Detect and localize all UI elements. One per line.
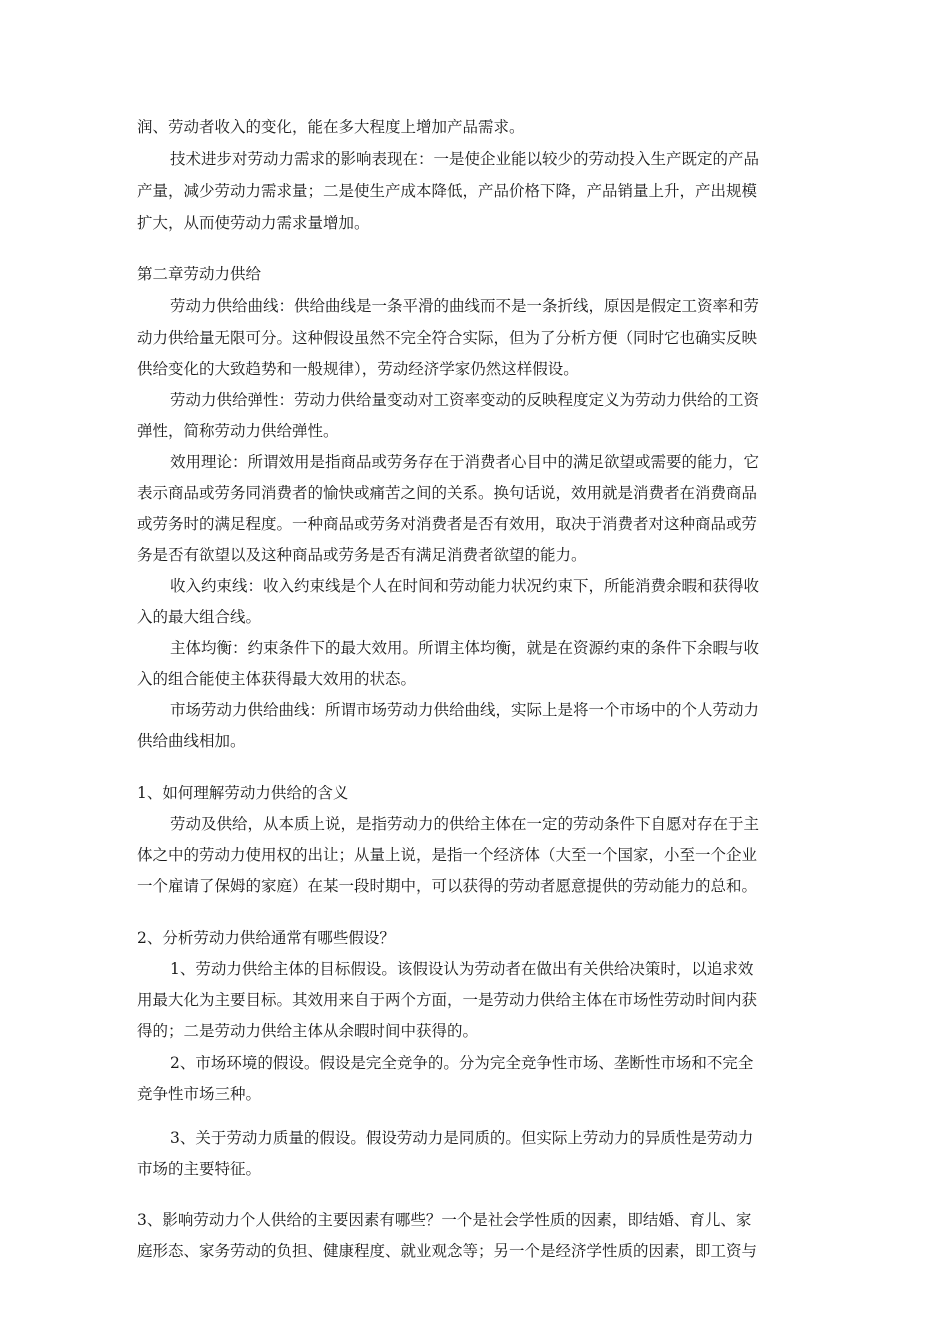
text-line: 供给变化的大致趋势和一般规律），劳动经济学家仍然这样假设。	[137, 360, 579, 378]
text-line: 庭形态、家务劳动的负担、健康程度、就业观念等；另一个是经济学性质的因素，即工资与	[137, 1242, 758, 1260]
text-line: 2、市场环境的假设。假设是完全竞争的。分为完全竞争性市场、垄断性市场和不完全	[170, 1054, 754, 1072]
text-line: 收入约束线：收入约束线是个人在时间和劳动能力状况约束下，所能消费余暇和获得收	[170, 577, 760, 595]
text-line: 劳动及供给，从本质上说，是指劳动力的供给主体在一定的劳动条件下自愿对存在于主	[170, 815, 760, 833]
text-line: 表示商品或劳务同消费者的愉快或痛苦之间的关系。换句话说，效用就是消费者在消费商品	[137, 484, 758, 502]
text-line: 扩大，从而使劳动力需求量增加。	[137, 214, 370, 232]
text-line: 体之中的劳动力使用权的出让；从量上说，是指一个经济体（大至一个国家，小至一个企业	[137, 846, 758, 864]
text-line: 市场的主要特征。	[137, 1160, 262, 1178]
text-line: 竞争性市场三种。	[137, 1085, 262, 1103]
text-line: 产量，减少劳动力需求量；二是使生产成本降低，产品价格下降，产品销量上升，产出规模	[137, 182, 758, 200]
text-line: 入的组合能使主体获得最大效用的状态。	[137, 670, 417, 688]
text-line: 效用理论：所谓效用是指商品或劳务存在于消费者心目中的满足欲望或需要的能力，它	[170, 453, 760, 471]
text-line: 技术进步对劳动力需求的影响表现在：一是使企业能以较少的劳动投入生产既定的产品	[170, 150, 760, 168]
chapter-heading: 第二章劳动力供给	[137, 265, 262, 283]
text-line: 用最大化为主要目标。其效用来自于两个方面，一是劳动力供给主体在市场性劳动时间内获	[137, 991, 758, 1009]
text-line: 供给曲线相加。	[137, 732, 246, 750]
text-line: 入的最大组合线。	[137, 608, 262, 626]
text-line: 弹性，简称劳动力供给弹性。	[137, 422, 339, 440]
question-heading: 3、影响劳动力个人供给的主要因素有哪些？一个是社会学性质的因素，即结婚、育儿、家	[137, 1211, 752, 1229]
text-line: 得的；二是劳动力供给主体从余暇时间中获得的。	[137, 1022, 479, 1040]
text-line: 润、劳动者收入的变化，能在多大程度上增加产品需求。	[137, 118, 525, 136]
text-line: 1、劳动力供给主体的目标假设。该假设认为劳动者在做出有关供给决策时，以追求效	[170, 960, 754, 978]
question-heading: 1、如何理解劳动力供给的含义	[137, 784, 349, 802]
text-line: 务是否有欲望以及这种商品或劳务是否有满足消费者欲望的能力。	[137, 546, 587, 564]
text-line: 一个雇请了保姆的家庭）在某一段时期中，可以获得的劳动者愿意提供的劳动能力的总和。	[137, 877, 758, 895]
text-line: 主体均衡：约束条件下的最大效用。所谓主体均衡，就是在资源约束的条件下余暇与收	[170, 639, 760, 657]
text-line: 劳动力供给弹性：劳动力供给量变动对工资率变动的反映程度定义为劳动力供给的工资	[170, 391, 760, 409]
question-heading: 2、分析劳动力供给通常有哪些假设？	[137, 929, 395, 947]
text-line: 动力供给量无限可分。这种假设虽然不完全符合实际，但为了分析方便（同时它也确实反映	[137, 329, 758, 347]
text-line: 市场劳动力供给曲线：所谓市场劳动力供给曲线，实际上是将一个市场中的个人劳动力	[170, 701, 760, 719]
text-line: 或劳务时的满足程度。一种商品或劳务对消费者是否有效用，取决于消费者对这种商品或劳	[137, 515, 758, 533]
text-line: 3、关于劳动力质量的假设。假设劳动力是同质的。但实际上劳动力的异质性是劳动力	[170, 1129, 754, 1147]
text-line: 劳动力供给曲线：供给曲线是一条平滑的曲线而不是一条折线，原因是假定工资率和劳	[170, 297, 760, 315]
